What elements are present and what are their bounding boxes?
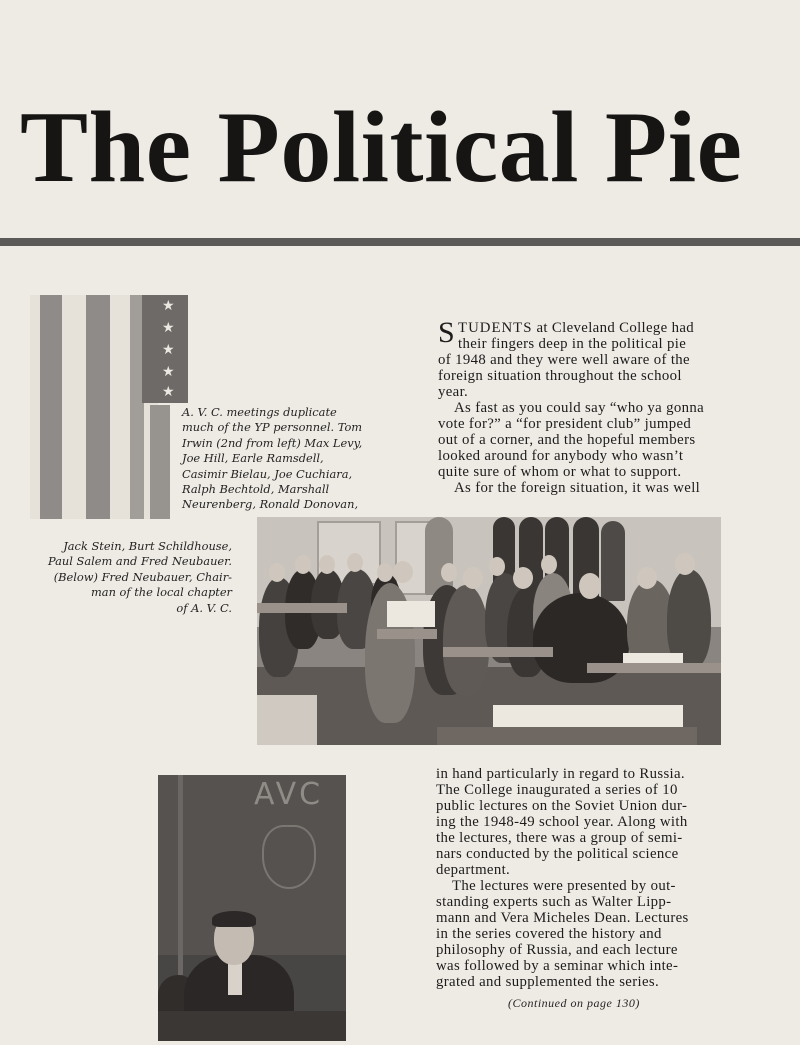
caption-line: Jack Stein, Burt Schildhouse, <box>63 539 232 553</box>
photo-head <box>513 567 533 589</box>
body-line: As for the foreign situation, it was well <box>454 480 701 496</box>
photo-head <box>295 555 311 574</box>
photo-desk <box>257 695 317 745</box>
body-line: As fast as you could say “who ya gonna <box>454 400 704 416</box>
flag-stripe <box>150 405 170 519</box>
body-line: philosophy of Russia, and each lecture <box>436 942 678 958</box>
photo-head <box>393 561 413 583</box>
body-line: department. <box>436 862 511 878</box>
photo-head <box>675 553 695 575</box>
body-line: ing the 1948-49 school year. Along with <box>436 814 688 830</box>
photo-caption-bottom <box>42 539 232 616</box>
chairman-shirt <box>228 961 242 995</box>
caption-line: Paul Salem and Fred Neubauer. <box>47 554 232 569</box>
body-line: in the series covered the history and <box>436 926 662 942</box>
photo-coat <box>425 517 453 595</box>
caption-line: Neurenberg, Ronald Donovan, <box>182 497 359 512</box>
caption-line: A. V. C. meetings duplicate <box>182 405 337 419</box>
caption-line: (Below) Fred Neubauer, Chair- <box>53 569 232 584</box>
photo-desk <box>257 603 347 613</box>
title-rule <box>0 238 800 246</box>
body-line: their fingers deep in the political pie <box>458 336 687 352</box>
photo-desk <box>437 727 697 745</box>
photo-paper <box>623 653 683 663</box>
board-frame <box>178 775 183 975</box>
body-line: nars conducted by the political science <box>436 846 679 862</box>
article-column-1 <box>438 316 704 496</box>
flag-stripe <box>40 295 62 519</box>
photo-head <box>579 573 601 599</box>
body-line: foreign situation throughout the school <box>438 368 682 384</box>
meeting-photo <box>257 517 721 745</box>
photo-head <box>463 567 483 589</box>
flag-stripe <box>86 295 110 519</box>
caption-line: Joe Hill, Earle Ramsdell, <box>182 451 324 466</box>
photo-coat <box>601 521 625 601</box>
lead-rest: at Cleveland College had <box>532 320 695 336</box>
lead-word: TUDENTS <box>458 320 533 336</box>
photo-head <box>441 563 457 582</box>
body-line: quite sure of whom or what to support. <box>438 464 682 480</box>
body-line: grated and supplemented the series. <box>436 974 660 990</box>
body-line: year. <box>438 384 469 400</box>
body-line: mann and Vera Micheles Dean. Lectures <box>436 910 689 926</box>
eagle-emblem-icon <box>262 825 316 889</box>
flag-photo <box>30 295 175 519</box>
board-avc-text: AVC <box>254 777 324 812</box>
caption-line: man of the local chapter <box>90 585 232 600</box>
drop-cap: S <box>438 316 456 349</box>
photo-head <box>269 563 285 582</box>
photo-person <box>443 585 489 695</box>
caption-line: Ralph Bechtold, Marshall <box>182 482 330 497</box>
star-icon: ★ <box>162 298 175 314</box>
body-line: The College inaugurated a series of 10 <box>436 782 678 798</box>
caption-line: Irwin (2nd from left) Max Levy, <box>182 435 363 450</box>
body-line: of 1948 and they were well aware of the <box>438 352 690 368</box>
chairman-photo <box>158 775 346 1041</box>
photo-paper <box>387 601 435 627</box>
caption-line: much of the YP personnel. Tom <box>182 420 363 435</box>
body-line: was followed by a seminar which inte- <box>436 958 679 974</box>
star-icon: ★ <box>162 342 175 358</box>
body-line: in hand particularly in regard to Russia. <box>436 766 685 782</box>
chairman-hair <box>212 911 256 927</box>
photo-caption-top <box>182 405 362 513</box>
body-line: vote for?” a “for president club” jumped <box>438 416 692 432</box>
body-line: standing experts such as Walter Lipp- <box>436 894 672 910</box>
article-column-2 <box>436 766 689 990</box>
body-line: looked around for anybody who wasn’t <box>438 448 684 464</box>
photo-head <box>347 553 363 572</box>
photo-table <box>158 1011 346 1041</box>
body-line: the lectures, there was a group of semi- <box>436 830 683 846</box>
star-icon: ★ <box>162 364 175 380</box>
page-title: The Political Pie <box>20 91 743 204</box>
body-line: The lectures were presented by out- <box>452 878 676 894</box>
star-icon: ★ <box>162 320 175 336</box>
star-icon: ★ <box>162 384 175 400</box>
continued-note: (Continued on page 130) <box>508 996 640 1010</box>
photo-head <box>489 557 505 576</box>
photo-desk <box>377 629 437 639</box>
body-line: public lectures on the Soviet Union dur- <box>436 798 688 814</box>
photo-desk <box>587 663 721 673</box>
photo-head <box>637 567 657 589</box>
photo-head <box>319 555 335 574</box>
caption-line: Casimir Bielau, Joe Cuchiara, <box>182 466 353 481</box>
photo-head <box>377 563 393 582</box>
photo-desk <box>443 647 553 657</box>
caption-line: of A. V. C. <box>176 600 232 615</box>
flag-canton <box>142 295 188 403</box>
photo-head <box>541 555 557 574</box>
body-line: out of a corner, and the hopeful members <box>438 432 696 448</box>
